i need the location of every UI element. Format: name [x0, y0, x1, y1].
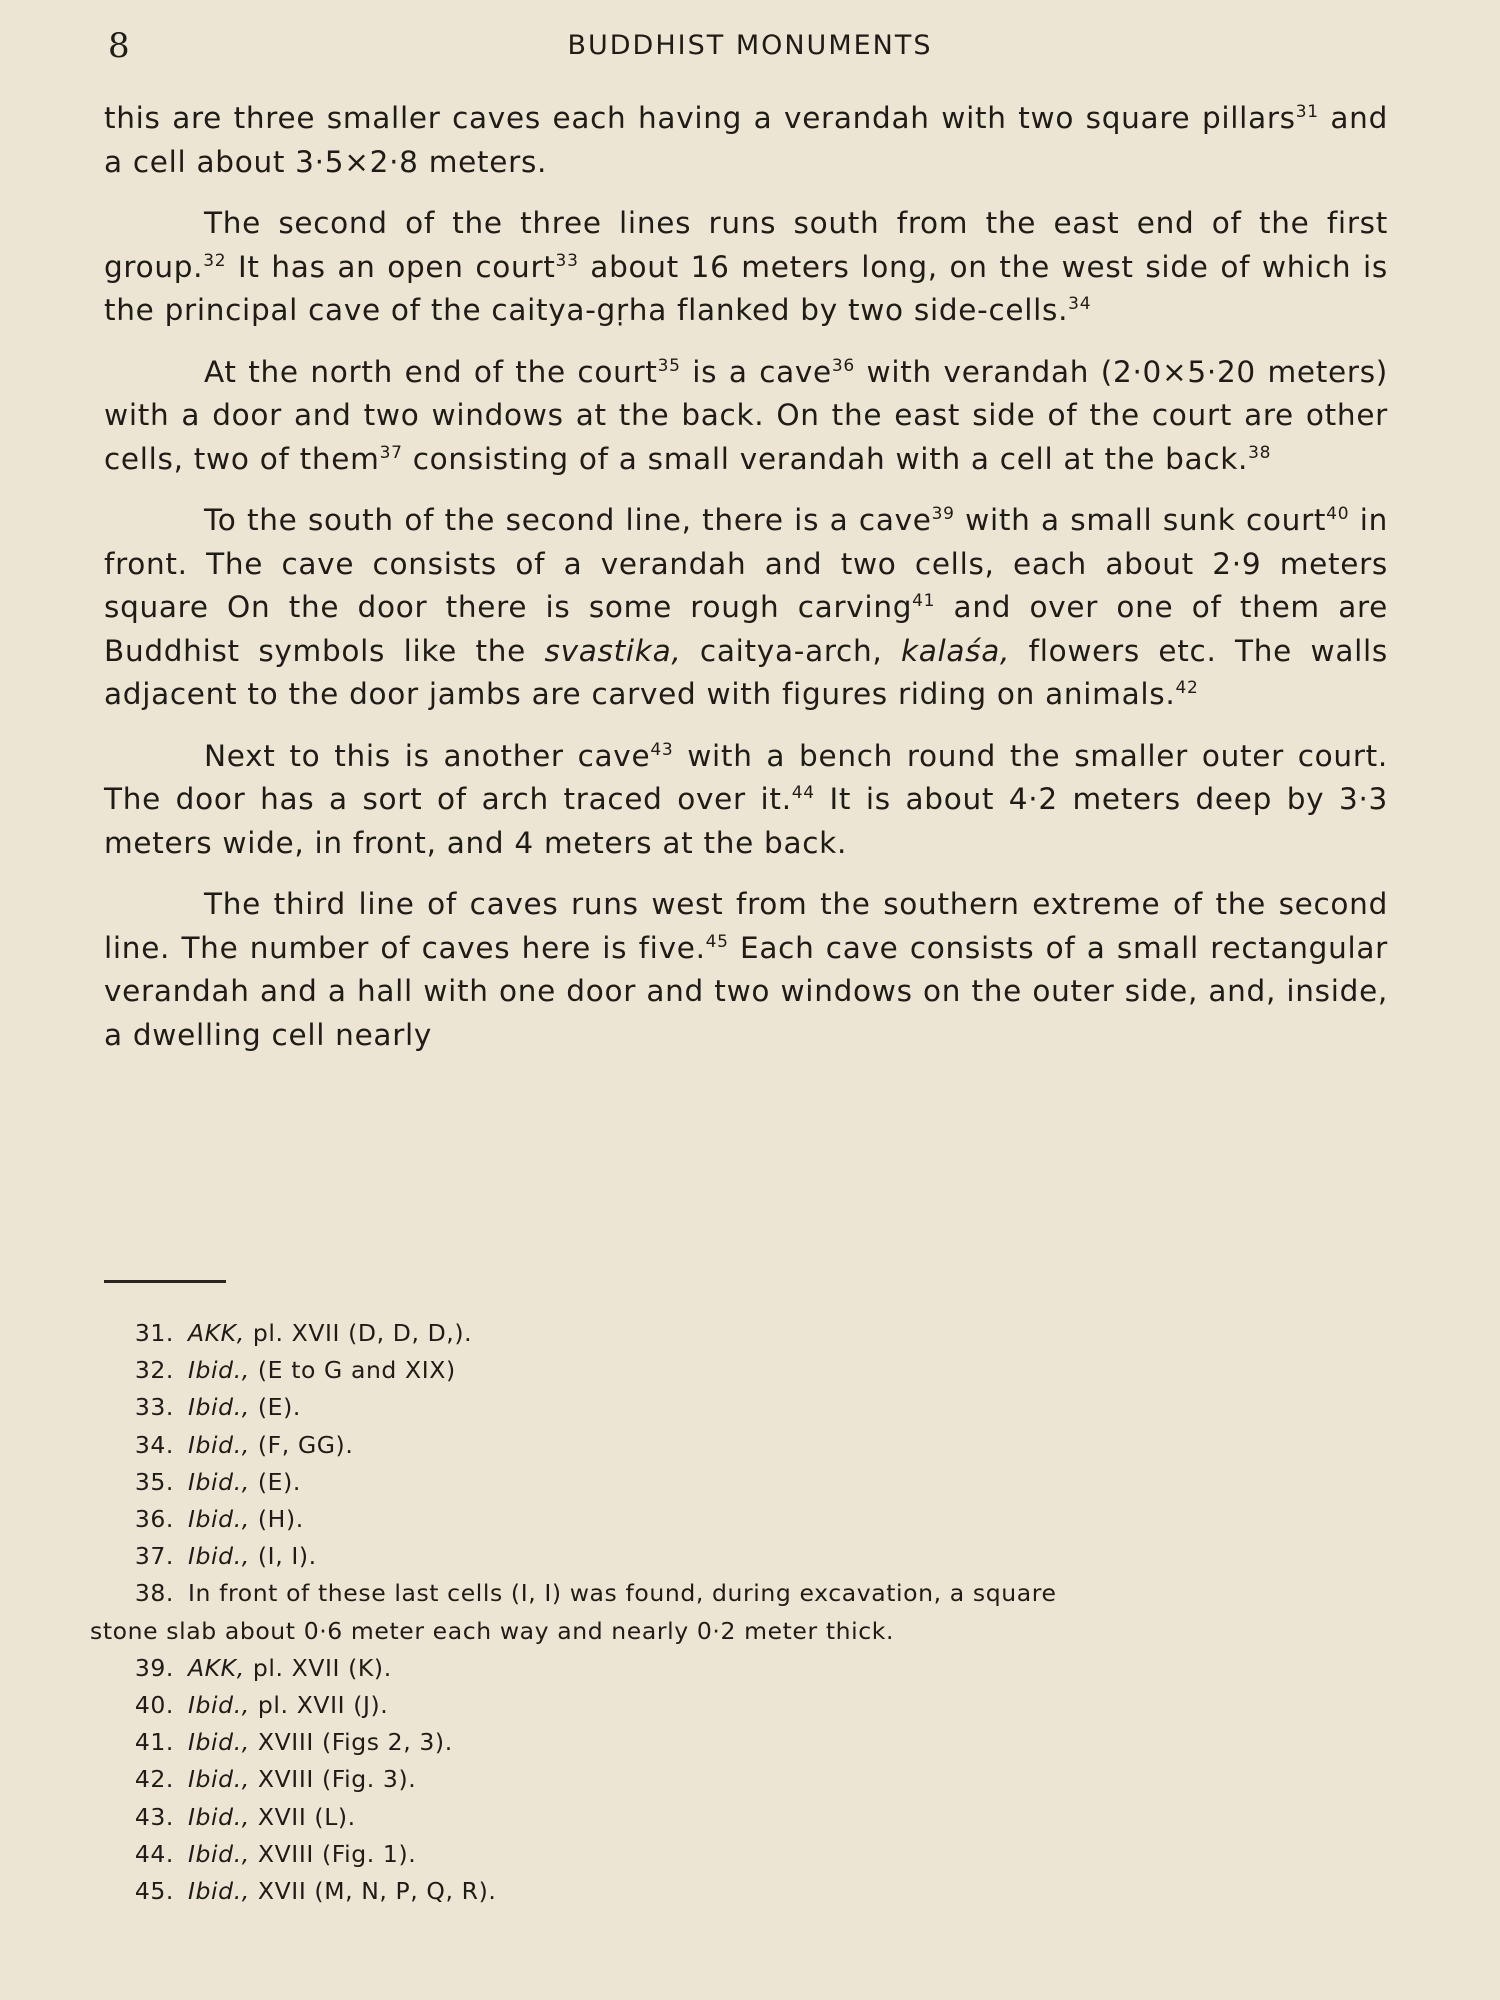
- italic-term: svastika,: [544, 633, 682, 668]
- footnote-ref: 44: [791, 783, 815, 804]
- footnote-text: pl. XVII (D, D, D,).: [244, 1319, 473, 1347]
- footnote-number: 35.: [134, 1467, 174, 1496]
- footnote: [96, 1315, 1396, 1352]
- footnote-text: XVII (L).: [249, 1802, 356, 1831]
- running-head: BUDDHIST MONUMENTS: [567, 30, 933, 61]
- footnote: [96, 1650, 1396, 1687]
- text-run: about 16 meters long, on the west side of which is the principal cave of the caitya-gṛha flanked by two side-cells.: [104, 249, 1388, 327]
- paragraph: [104, 499, 1388, 717]
- footnote-ref: 35: [657, 355, 681, 376]
- footnote-source: Ibid.,: [188, 1430, 250, 1459]
- text-run: At the north end of the court: [204, 354, 658, 389]
- footnote-number: 37.: [134, 1542, 174, 1571]
- footnote: [96, 1389, 1396, 1426]
- footnote-text: (E).: [249, 1393, 301, 1422]
- footnote-ref: 37: [379, 442, 403, 463]
- footnote-source: Ibid.,: [188, 1728, 250, 1757]
- footnote: [96, 1464, 1396, 1501]
- footnote: [96, 1836, 1396, 1873]
- text-run: with verandah (2·0×5·20 meters) with a door and two windows at the back. On the east side of the court are other cells, two of them: [104, 354, 1388, 476]
- footnote-number: 43.: [134, 1802, 174, 1831]
- footnote-text: XVIII (Figs 2, 3).: [249, 1728, 453, 1757]
- footnote: [96, 1687, 1396, 1724]
- page-number: 8: [108, 26, 130, 66]
- footnote-text: (I, I).: [249, 1542, 317, 1571]
- footnote-ref: 38: [1248, 442, 1272, 463]
- footnote-source: AKK,: [188, 1653, 245, 1682]
- footnote-number: 41.: [134, 1728, 174, 1757]
- footnote-number: 45.: [134, 1877, 174, 1906]
- text-run: and a cell about 3·5×2·8 meters.: [104, 101, 1388, 179]
- text-run: with a bench round the smaller outer court. The door has a sort of arch traced over it.: [104, 738, 1388, 816]
- text-run: The second of the three lines runs south from the east end of the first group.: [104, 206, 1388, 284]
- footnote-source: Ibid.,: [188, 1877, 250, 1906]
- text-run: Next to this is another cave: [204, 738, 651, 773]
- footnote-source: AKK,: [188, 1319, 245, 1347]
- footnote-number: 32.: [134, 1356, 174, 1385]
- footnote-text: (F, GG).: [249, 1430, 354, 1459]
- paragraph: [104, 202, 1388, 333]
- body-text: [104, 97, 1388, 1075]
- text-run: consisting of a small verandah with a cell at the back.: [402, 441, 1249, 476]
- footnote-text: (H).: [249, 1505, 304, 1534]
- footnote-number: 42.: [134, 1765, 174, 1794]
- footnote-source: Ibid.,: [188, 1467, 250, 1496]
- text-run: with a small sunk court: [954, 503, 1327, 537]
- footnote-ref: 33: [555, 250, 579, 271]
- footnote-ref: 43: [650, 739, 674, 760]
- footnote-text: (E).: [249, 1467, 301, 1496]
- footnote-source: Ibid.,: [188, 1802, 250, 1831]
- footnotes: [90, 1315, 1396, 1910]
- text-run: in front. The cave consists of a verandah and two cells, each about 2·9 meters square On the door there is some rough carving: [104, 503, 1389, 624]
- footnote-number: 40.: [134, 1691, 174, 1720]
- footnote-ref: 32: [203, 250, 227, 271]
- italic-term: kalaśa,: [900, 633, 1011, 668]
- paragraph: [104, 97, 1388, 184]
- footnote-ref: 34: [1068, 294, 1092, 315]
- footnote-number: 33.: [134, 1393, 174, 1422]
- footnote-source: Ibid.,: [188, 1839, 250, 1868]
- footnote: [96, 1799, 1396, 1836]
- footnote-number: 39.: [134, 1653, 174, 1682]
- footnote: [96, 1724, 1396, 1761]
- footnote: [96, 1873, 1396, 1910]
- footnote-source: Ibid.,: [188, 1505, 250, 1534]
- text-run: flowers etc. The walls adjacent to the door jambs are carved with figures riding on animals.: [104, 633, 1388, 711]
- footnote-ref: 41: [912, 591, 936, 612]
- footnote-divider: [104, 1280, 226, 1283]
- footnote-source: Ibid.,: [188, 1691, 250, 1720]
- footnote-ref: 36: [831, 355, 855, 376]
- footnote: [96, 1427, 1396, 1464]
- footnote-text: XVIII (Fig. 3).: [249, 1765, 417, 1794]
- text-run: To the south of the second line, there is a cave: [204, 503, 932, 537]
- paragraph: [104, 735, 1388, 866]
- footnote-source: Ibid.,: [188, 1765, 250, 1794]
- footnote-ref: 45: [705, 931, 729, 952]
- text-run: caitya-arch,: [681, 633, 901, 668]
- footnote: [96, 1352, 1396, 1389]
- footnote-source: Ibid.,: [188, 1356, 250, 1385]
- text-run: Each cave consists of a small rectangular verandah and a hall with one door and two windows on the outer side, and, inside, a dwelling cell nearly: [104, 930, 1388, 1052]
- footnote-ref: 31: [1295, 102, 1319, 123]
- footnote: [96, 1501, 1396, 1538]
- text-run: It is about 4·2 meters deep by 3·3 meters wide, in front, and 4 meters at the back.: [104, 782, 1388, 860]
- footnote-number: 34.: [134, 1430, 174, 1459]
- footnote-source: Ibid.,: [188, 1393, 250, 1422]
- footnote-ref: 42: [1175, 678, 1199, 699]
- footnote-ref: 40: [1326, 504, 1350, 525]
- footnote-number: 31.: [134, 1319, 174, 1347]
- text-run: is a cave: [680, 354, 832, 389]
- footnote-number: 44.: [134, 1839, 174, 1868]
- footnote-text: In front of these last cells (I, I) was found, during excavation, a square: [188, 1579, 1057, 1608]
- footnote-text: XVII (M, N, P, Q, R).: [249, 1877, 497, 1906]
- footnote-text: pl. XVII (K).: [244, 1653, 392, 1682]
- footnote-text: (E to G and XIX): [249, 1356, 456, 1385]
- footnote-number: 36.: [134, 1505, 174, 1534]
- paragraph: [104, 351, 1388, 482]
- text-run: this are three smaller caves each having a verandah with two square pillars: [104, 101, 1296, 135]
- footnote-text: pl. XVII (J).: [249, 1691, 389, 1720]
- footnote-source: Ibid.,: [188, 1542, 250, 1571]
- paragraph: [104, 883, 1388, 1057]
- footnote-continuation: stone slab about 0·6 meter each way and nearly 0·2 meter thick.: [90, 1616, 895, 1645]
- footnote-text: XVIII (Fig. 1).: [249, 1839, 417, 1868]
- text-run: and over one of them are Buddhist symbols like the: [104, 590, 1389, 668]
- footnote: [96, 1538, 1396, 1575]
- footnote-ref: 39: [931, 504, 955, 525]
- footnote: [96, 1761, 1396, 1798]
- text-run: The third line of caves runs west from the southern extreme of the second line. The number of caves here is five.: [104, 887, 1388, 965]
- footnote: [90, 1575, 1396, 1649]
- text-run: It has an open court: [226, 249, 556, 284]
- footnote-number: 38.: [134, 1579, 174, 1608]
